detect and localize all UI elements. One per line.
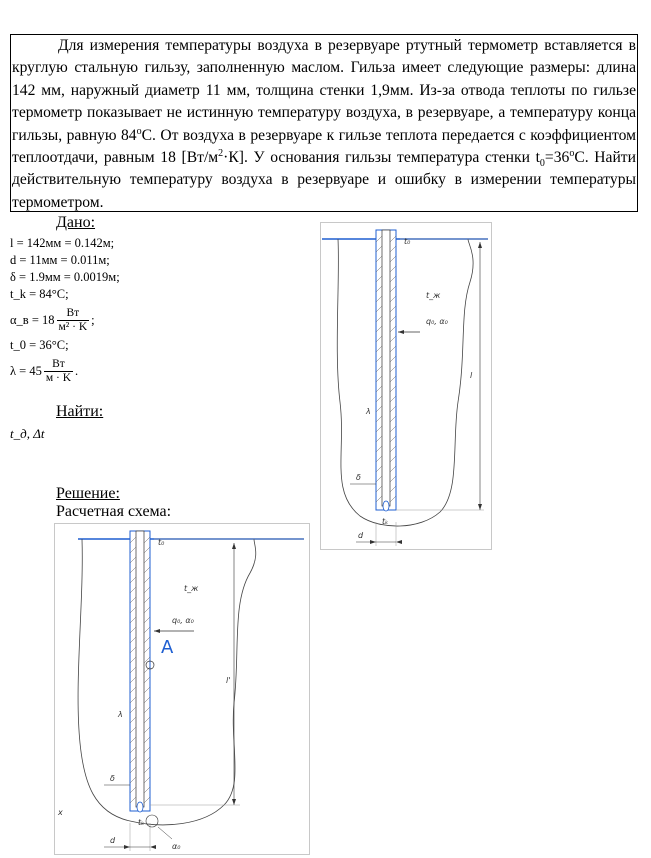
given-delta: δ = 1.9мм = 0.0019м; <box>10 270 120 284</box>
svg-text:tₖ: tₖ <box>138 818 145 827</box>
point-a-label: A <box>161 637 174 658</box>
given-tk: t_k = 84°C; <box>10 287 69 301</box>
svg-text:q₀, α₀: q₀, α₀ <box>172 616 194 625</box>
svg-text:t₀: t₀ <box>158 538 165 547</box>
given-list <box>10 235 120 388</box>
svg-text:x: x <box>58 808 63 817</box>
find-value: t_д, Δt <box>10 426 45 441</box>
svg-text:δ: δ <box>356 473 361 482</box>
svg-text:λ: λ <box>118 710 123 719</box>
svg-text:tₖ: tₖ <box>382 517 389 526</box>
given-lambda: λ = 45 $\frac{Вт}{м \cdot K}$ . <box>10 357 79 384</box>
diagram-bottom <box>54 523 310 855</box>
svg-text:d: d <box>358 531 364 540</box>
problem-statement <box>10 34 638 212</box>
find-title: Найти: <box>56 403 104 420</box>
scheme-title: Расчетная схема: <box>56 503 172 520</box>
svg-text:t₀: t₀ <box>404 237 411 246</box>
given-alpha: α_в = 18 $\frac{Вт}{\text{м² · K}}$ ; <box>10 306 95 333</box>
svg-text:t_ж: t_ж <box>184 584 199 593</box>
svg-text:l': l' <box>226 676 231 685</box>
given-l: l = 142мм = 0.142м; <box>10 236 115 250</box>
svg-text:λ: λ <box>366 407 371 416</box>
problem-text: Для измерения температуры воздуха в резервуаре ртутный термометр вставляется в круглую стальную гильзу, заполненную маслом. Гильза имеет следующие размеры: длина 142 мм, наружный диаметр 11 мм, толщина стенки 1,9мм. Из-за отвода теплоты по гильзе термометр показывает не истинную температуру воздуха, в резервуаре, а температуру конца гильзы, равную 84$^o$С. От воздуха в резервуаре к гильзе теплота передается с коэффициентом теплоотдачи, равным 18 $[Вт/м^2\cdot К]$. У основания гильзы температура стенки $t_0=36^oС$. Найти действительную температуру воздуха в резервуаре и ошибку в измерении температуры термометром. <box>12 37 637 211</box>
given-t0: t_0 = 36°C; <box>10 338 69 352</box>
svg-text:q₀, α₀: q₀, α₀ <box>426 317 448 326</box>
svg-text:t_ж: t_ж <box>426 291 441 300</box>
svg-text:d: d <box>110 836 116 845</box>
given-title: Дано: <box>56 214 96 231</box>
solution-title: Решение: <box>56 485 120 502</box>
diagram-top <box>320 222 492 550</box>
svg-text:l: l <box>470 371 473 380</box>
svg-text:δ: δ <box>110 774 115 783</box>
svg-text:α₀: α₀ <box>172 842 181 851</box>
given-d: d = 11мм = 0.011м; <box>10 253 110 267</box>
